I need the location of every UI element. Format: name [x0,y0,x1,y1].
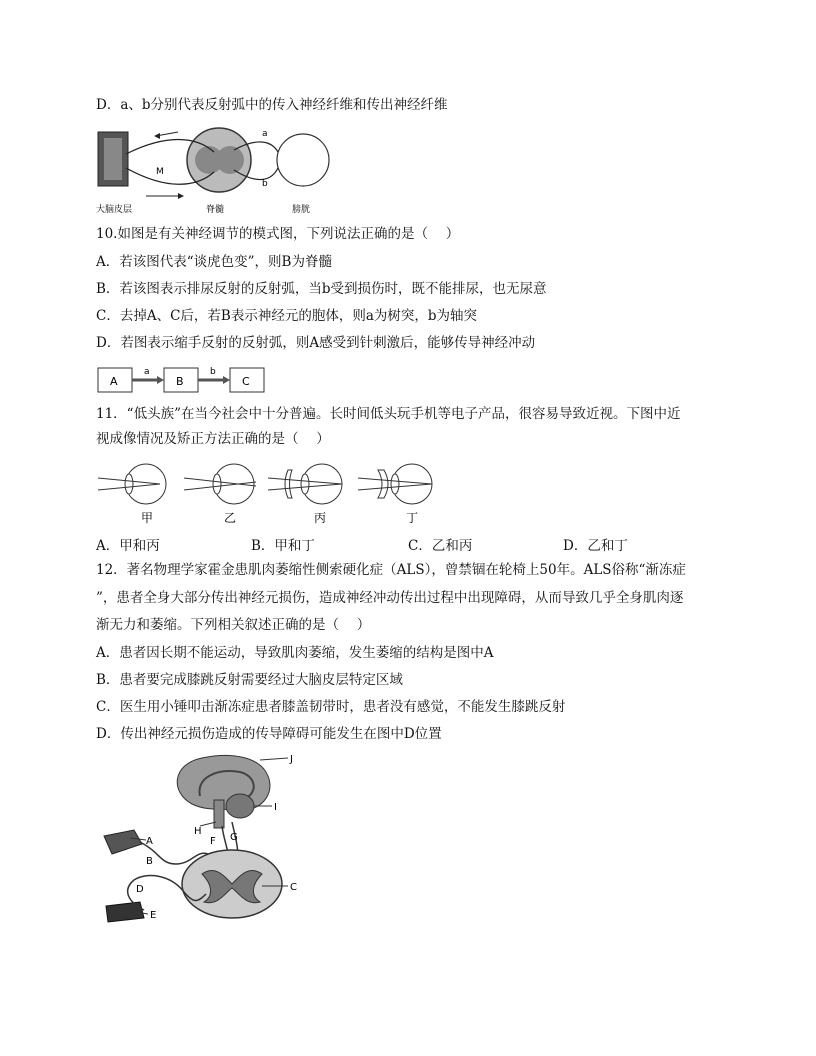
label-bing: 丙 [314,511,327,525]
q12-option-b: B．患者要完成膝跳反射需要经过大脑皮层特定区域 [96,672,403,688]
q10-option-a: A．若该图代表“谈虎色变”，则B为脊髓 [96,254,332,270]
eye-jia [98,464,166,504]
label-ding: 丁 [406,511,419,525]
q9-reflex-arc-figure [96,124,336,220]
label-yi: 乙 [224,511,237,525]
q10-option-b: B．若该图表示排尿反射的反射弧，当b受到损伤时，既不能排尿，也无尿意 [96,281,547,297]
label-d: D [136,884,144,895]
label-g: G [230,832,238,843]
label-j: J [290,754,293,765]
box-c-label: C [242,375,250,388]
q11-options [96,534,736,554]
q9-label-a: a [262,129,268,139]
q12-stem-line3: 渐无力和萎缩。下列相关叙述正确的是（ ） [96,617,371,633]
q10-option-c: C．去掉A、C后，若B表示神经元的胞体，则a为树突，b为轴突 [96,308,478,324]
q11-option-a: A．甲和丙 [96,538,160,554]
q9-label-b: b [262,179,268,189]
box-a-label: A [110,375,118,388]
label-b: B [146,856,153,867]
label-a: A [146,836,153,847]
q11-option-b: B．甲和丁 [251,538,315,554]
q12-stem-line1: 12．著名物理学家霍金患肌肉萎缩性侧索硬化症（ALS），曾禁锢在轮椅上50年。ALS俗称“渐冻症 [96,562,686,578]
q9-label-cortex: 大脑皮层 [96,205,133,215]
box-b-label: B [176,375,184,388]
q10-option-d: D．若图表示缩手反射的反射弧，则A感受到针刺激后，能够传导神经冲动 [96,335,536,351]
label-jia: 甲 [141,511,154,525]
q9-label-spinal: 脊髓 [206,205,225,215]
q11-stem-line1: 11．“低头族”在当今社会中十分普遍。长时间低头玩手机等电子产品，很容易导致近视。下图中近 [96,406,681,422]
bladder-circle [277,134,329,186]
label-i: I [274,802,277,813]
eye-bing [268,464,342,504]
arrow-a-label: a [144,367,150,377]
eye-ding [358,464,432,504]
label-h: H [194,826,202,837]
q11-stem-line2: 视成像情况及矫正方法正确的是（ ） [96,431,330,447]
q12-option-c: C．医生用小锤叩击渐冻症患者膝盖韧带时，患者没有感觉，不能发生膝跳反射 [96,699,566,715]
q10-abc-diagram [96,364,276,396]
q12-option-d: D．传出神经元损伤造成的传导障碍可能发生在图中D位置 [96,726,442,742]
label-e: E [150,910,157,921]
q12-stem-line2: ”，患者全身大部分传出神经元损伤，造成神经冲动传出过程中出现障碍，从而导致几乎全身肌肉逐 [96,590,684,606]
label-c: C [290,882,297,893]
arrow-b-label: b [210,367,216,377]
q9-option-d: D．a、b分别代表反射弧中的传入神经纤维和传出神经纤维 [96,97,448,113]
eye-yi [184,464,256,504]
q12-nervous-system-figure [100,752,310,928]
q11-option-c: C．乙和丙 [408,538,473,554]
q11-option-d: D．乙和丁 [563,538,628,554]
q9-label-bladder: 膀胱 [292,205,311,215]
receptor-a [104,830,142,854]
q11-eye-diagrams [96,458,456,528]
q12-option-a: A．患者因长期不能运动，导致肌肉萎缩，发生萎缩的结构是图中A [96,645,494,661]
q9-label-m: M [156,167,164,177]
label-f: F [210,836,216,847]
q10-stem: 10.如图是有关神经调节的模式图，下列说法正确的是（ ） [96,226,460,242]
